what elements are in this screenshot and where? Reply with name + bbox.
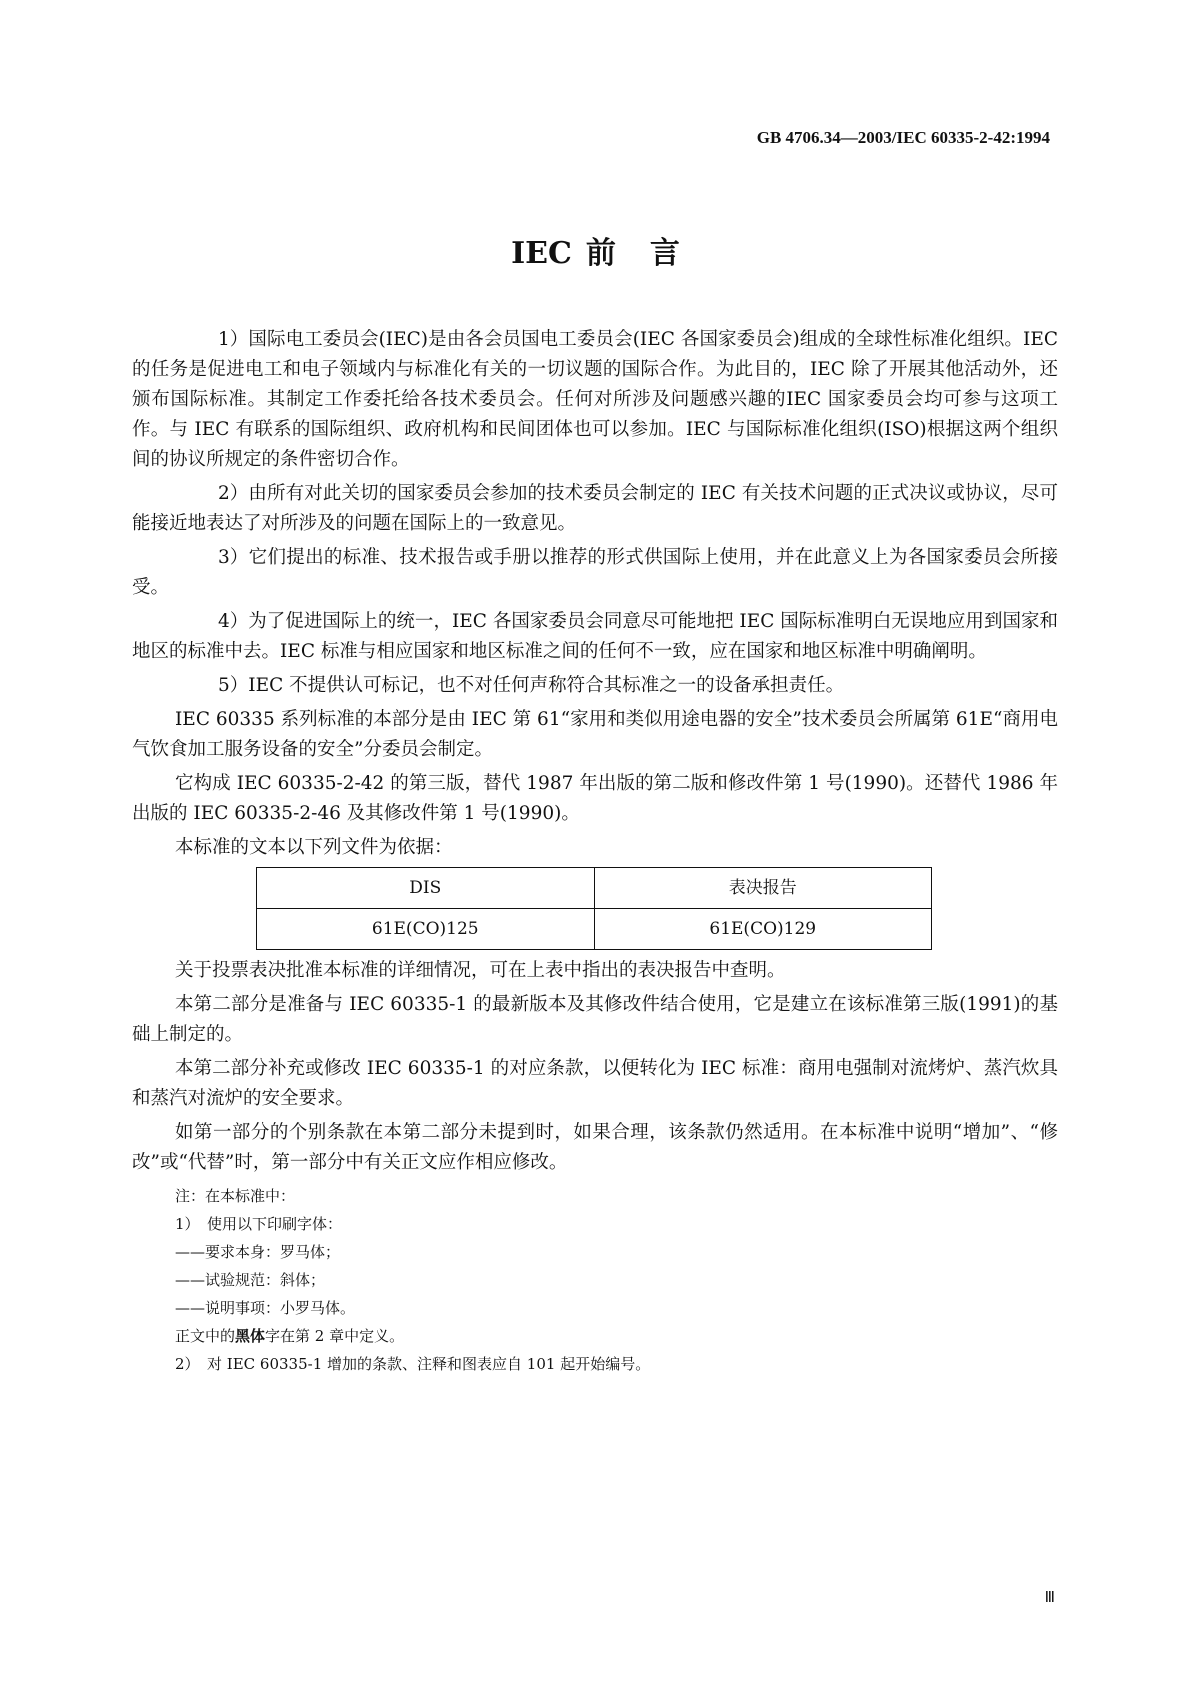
numbered-paragraph [132, 671, 1058, 701]
numbered-paragraph [132, 479, 1058, 539]
paragraph: 关于投票表决批准本标准的详细情况，可在上表中指出的表决报告中查明。 [175, 960, 786, 981]
note-intro: 注：在本标准中： [175, 1187, 296, 1205]
page-number: Ⅲ [1044, 1590, 1055, 1606]
paragraph: 本第二部分补充或修改 IEC 60335-1 的对应条款，以便转化为 IEC 标准：商用电强制对流烤炉、蒸汽炊具和蒸汽对流炉的安全要求。 [132, 1058, 1058, 1109]
note-bold-definition [175, 1322, 1058, 1350]
paragraph: 本第二部分是准备与 IEC 60335-1 的最新版本及其修改件结合使用，它是建立在该标准第三版(1991)的基础上制定的。 [132, 994, 1058, 1045]
item-number: 2） [218, 483, 249, 504]
paragraph: IEC 60335 系列标准的本部分是由 IEC 第 61“家用和类似用途电器的安全”技术委员会所属第 61E“商用电气饮食加工服务设备的安全”分委员会制定。 [132, 709, 1058, 760]
note-dash-small-roman: ——说明事项：小罗马体。 [175, 1299, 356, 1317]
item-text: 国际电工委员会(IEC)是由各会员国电工委员会(IEC 各国家委员会)组成的全球性标准化组织。IEC 的任务是促进电工和电子领域内与标准化有关的一切议题的国际合作。为此目的，IEC 除了开展其他活动外，还颁布国际标准。其制定工作委托给各技术委员会。任何对所涉及问题感兴趣的IEC 国家委员会均可参与这项工作。与 IEC 有联系的国际组织、政府机构和民间团体也可以参加。IEC 与国际标准化组织(ISO)根据这两个组织间的协议所规定的条件密切合作。 [132, 329, 1058, 470]
table-header-cell: DIS [257, 868, 595, 909]
title-char-2: 言 [649, 236, 680, 271]
title-char-1: 前 [585, 236, 616, 271]
documents-table [256, 867, 932, 950]
item-number: 4） [218, 611, 249, 632]
item-number: 5） [218, 675, 249, 696]
item-text: 它们提出的标准、技术报告或手册以推荐的形式供国际上使用，并在此意义上为各国家委员会所接受。 [132, 547, 1058, 598]
note-dash-italic: ——试验规范：斜体； [175, 1271, 326, 1289]
item-text: IEC 不提供认可标记，也不对任何声称符合其标准之一的设备承担责任。 [248, 675, 845, 696]
item-number: 3） [218, 547, 249, 568]
paragraph: 如第一部分的个别条款在本第二部分未提到时，如果合理，该条款仍然适用。在本标准中说明“增加”、“修改”或“代替”时，第一部分中有关正文应作相应修改。 [132, 1122, 1058, 1173]
table-cell: 61E(CO)125 [257, 909, 595, 950]
table-header-cell: 表决报告 [594, 868, 932, 909]
note-item-2: 2） 对 IEC 60335-1 增加的条款、注释和图表应自 101 起开始编号。 [175, 1355, 651, 1373]
item-number: 1） [218, 329, 249, 350]
note-bold-post: 字在第 2 章中定义。 [265, 1327, 405, 1345]
numbered-paragraph [132, 607, 1058, 667]
numbered-paragraph [132, 325, 1058, 475]
note-bold-word: 黑体 [235, 1327, 266, 1345]
paragraph: 本标准的文本以下列文件为依据： [175, 837, 453, 858]
page-title [0, 228, 1191, 272]
table-row [257, 909, 932, 950]
document-body [132, 325, 1058, 1378]
item-text: 为了促进国际上的统一，IEC 各国家委员会同意尽可能地把 IEC 国际标准明白无误地应用到国家和地区的标准中去。IEC 标准与相应国家和地区标准之间的任何不一致，应在国家和地区标准中明确阐明。 [132, 611, 1058, 662]
paragraph: 它构成 IEC 60335-2-42 的第三版，替代 1987 年出版的第二版和修改件第 1 号(1990)。还替代 1986 年出版的 IEC 60335-2-46 及其修改件第 1 号(1990)。 [132, 773, 1058, 824]
item-text: 由所有对此关切的国家委员会参加的技术委员会制定的 IEC 有关技术问题的正式决议或协议，尽可能接近地表达了对所涉及的问题在国际上的一致意见。 [132, 483, 1058, 534]
document-code-header: GB 4706.34—2003/IEC 60335-2-42:1994 [756, 128, 1050, 147]
note-item-1: 1） 使用以下印刷字体： [175, 1215, 343, 1233]
note-bold-pre: 正文中的 [175, 1327, 236, 1345]
table-header-row [257, 868, 932, 909]
title-iec: IEC [511, 236, 572, 271]
table-cell: 61E(CO)129 [594, 909, 932, 950]
note-dash-roman: ——要求本身：罗马体； [175, 1243, 341, 1261]
numbered-paragraph [132, 543, 1058, 603]
